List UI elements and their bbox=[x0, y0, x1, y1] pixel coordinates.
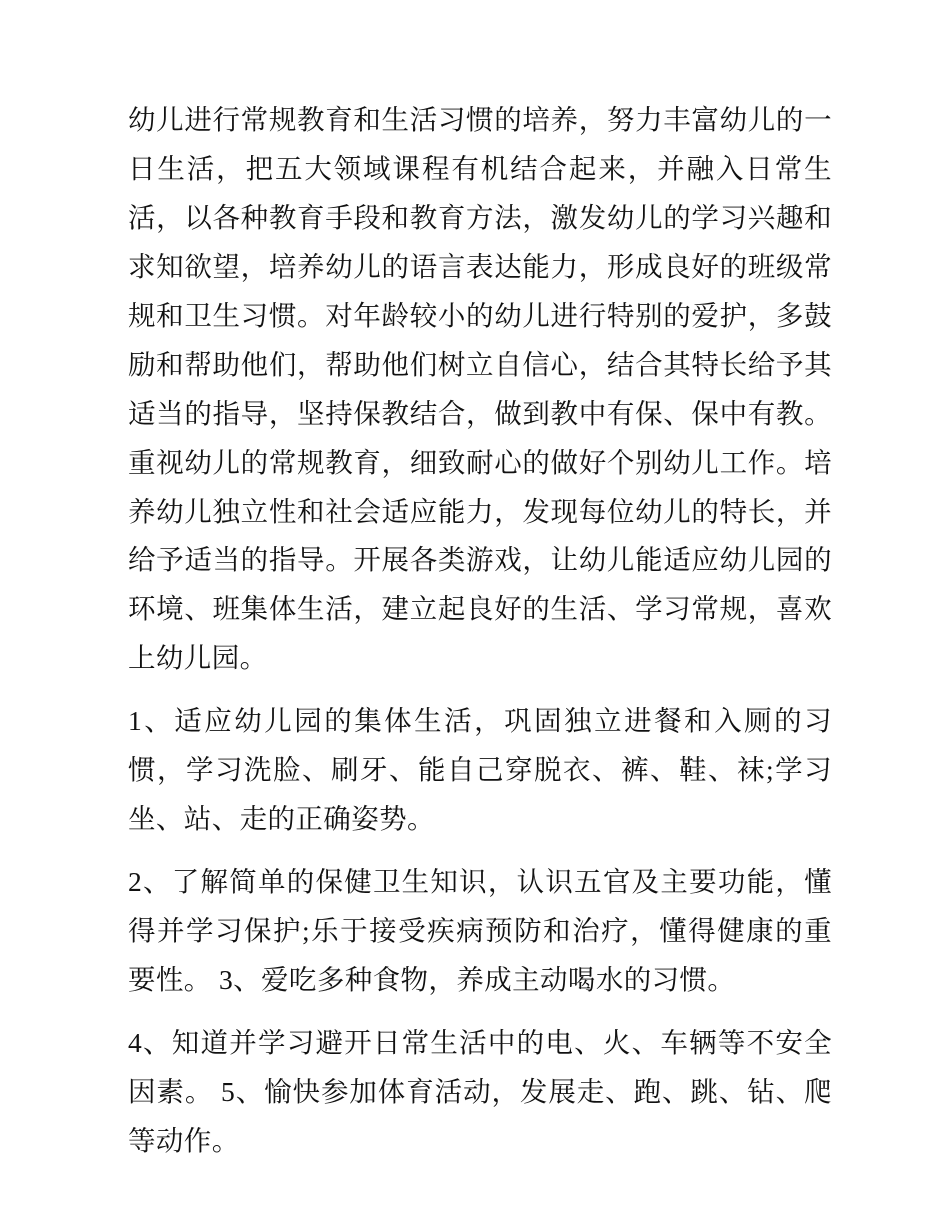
paragraph-1: 幼儿进行常规教育和生活习惯的培养，努力丰富幼儿的一日生活，把五大领域课程有机结合起来，并融入日常生活，以各种教育手段和教育方法，激发幼儿的学习兴趣和求知欲望，培养幼儿的语言表达能力，形成良好的班级常规和卫生习惯。对年龄较小的幼儿进行特别的爱护，多鼓励和帮助他们，帮助他们树立自信心，结合其特长给予其适当的指导，坚持保教结合，做到教中有保、保中有教。重视幼儿的常规教育，细致耐心的做好个别幼儿工作。培养幼儿独立性和社会适应能力，发现每位幼儿的特长，并给予适当的指导。开展各类游戏，让幼儿能适应幼儿园的环境、班集体生活，建立起良好的生活、学习常规，喜欢上幼儿园。 bbox=[128, 104, 832, 674]
paragraph-4: 4、知道并学习避开日常生活中的电、火、车辆等不安全因素。 5、愉快参加体育活动，发展走、跑、跳、钻、爬等动作。 bbox=[128, 1026, 832, 1156]
paragraph-3: 2、了解简单的保健卫生知识，认识五官及主要功能，懂得并学习保护;乐于接受疾病预防和治疗，懂得健康的重要性。 3、爱吃多种食物，养成主动喝水的习惯。 bbox=[128, 866, 832, 995]
document-body bbox=[128, 96, 832, 1166]
paragraph-2: 1、适应幼儿园的集体生活，巩固独立进餐和入厕的习惯，学习洗脸、刷牙、能自己穿脱衣、裤、鞋、袜;学习坐、站、走的正确姿势。 bbox=[128, 705, 832, 835]
